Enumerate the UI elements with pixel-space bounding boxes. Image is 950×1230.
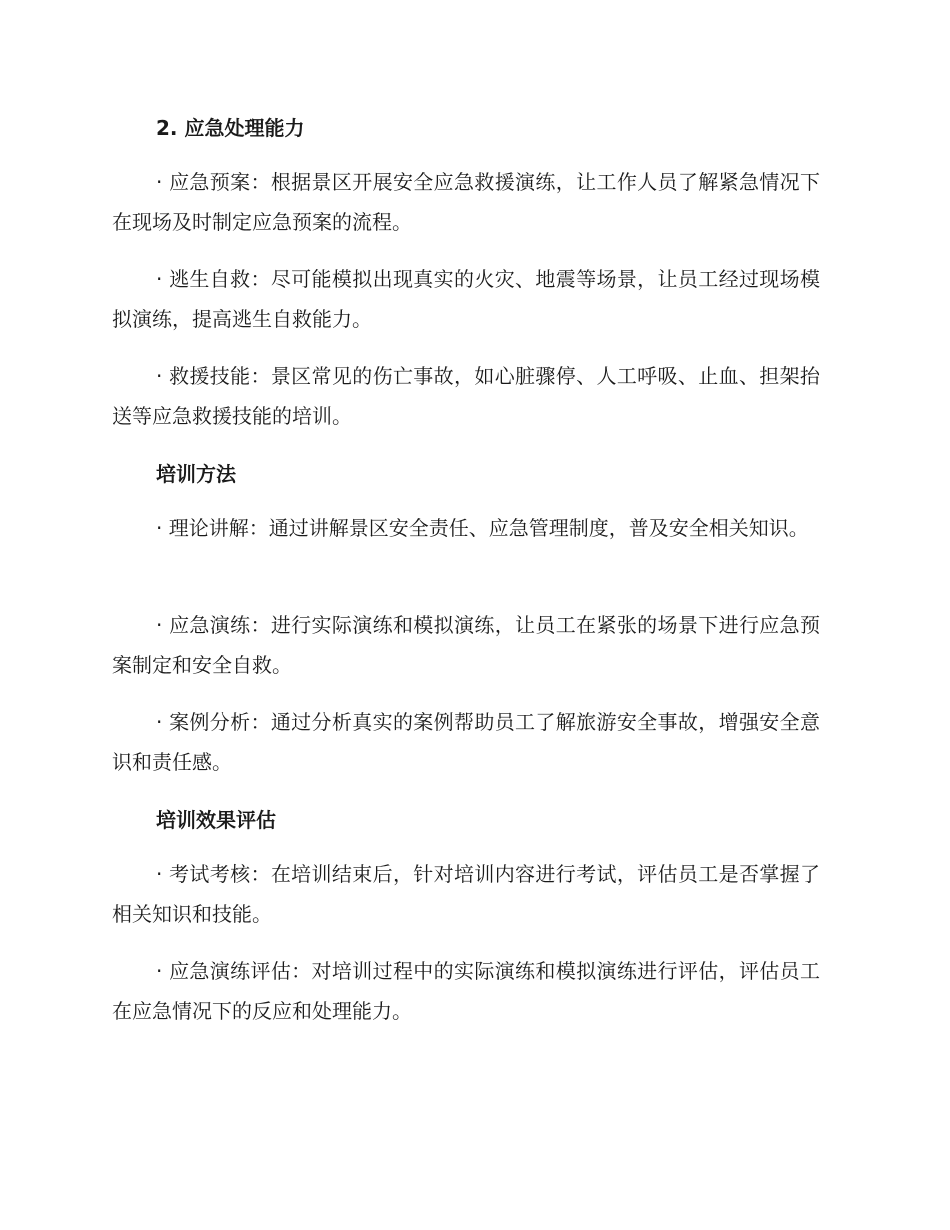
list-item-case-analysis: · 案例分析：通过分析真实的案例帮助员工了解旅游安全事故，增强安全意识和责任感。 [112, 710, 820, 774]
list-item-drill-evaluation: · 应急演练评估：对培训过程中的实际演练和模拟演练进行评估，评估员工在应急情况下的反应和处理能力。 [112, 959, 820, 1023]
list-item-exam-assessment: · 考试考核：在培训结束后，针对培训内容进行考试，评估员工是否掌握了相关知识和技能。 [112, 862, 820, 926]
section-heading-training-evaluation: 培训效果评估 [156, 808, 276, 832]
list-item-theory-lecture: · 理论讲解：通过讲解景区安全责任、应急管理制度，普及安全相关知识。 [156, 516, 809, 540]
list-item-emergency-plan: · 应急预案：根据景区开展安全应急救援演练，让工作人员了解紧急情况下在现场及时制定应急预案的流程。 [112, 170, 820, 234]
section-heading-training-methods: 培训方法 [156, 462, 236, 486]
list-item-rescue-skills: · 救援技能：景区常见的伤亡事故，如心脏骤停、人工呼吸、止血、担架抬送等应急救援技能的培训。 [112, 364, 820, 428]
list-item-emergency-drill: · 应急演练：进行实际演练和模拟演练，让员工在紧张的场景下进行应急预案制定和安全自救。 [112, 613, 820, 677]
list-item-escape-self-rescue: · 逃生自救：尽可能模拟出现真实的火灾、地震等场景，让员工经过现场模拟演练，提高逃生自救能力。 [112, 267, 820, 331]
section-heading-emergency-handling: 2. 应急处理能力 [156, 116, 305, 140]
